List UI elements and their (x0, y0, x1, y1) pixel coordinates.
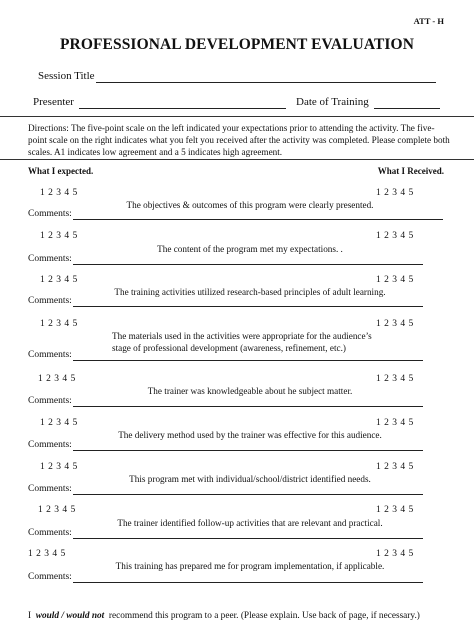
item-statement: The training activities utilized research-based principles of adult learning. (114, 287, 386, 297)
directions-divider (0, 159, 474, 160)
would-would-not-choice[interactable]: would / would not (35, 611, 105, 621)
expected-scale[interactable]: 1 2 3 4 5 (28, 549, 66, 559)
item-statement: The objectives & outcomes of this program were clearly presented. (126, 200, 374, 210)
comments-field[interactable] (73, 264, 423, 265)
comments-label: Comments: (28, 572, 72, 582)
item-statement: The delivery method used by the trainer was effective for this audience. (118, 430, 382, 440)
received-scale[interactable]: 1 2 3 4 5 (376, 319, 414, 329)
comments-label: Comments: (28, 209, 72, 219)
item-statement: This program met with individual/school/district identified needs. (129, 474, 371, 484)
expected-scale[interactable]: 1 2 3 4 5 (40, 418, 78, 428)
expected-column-heading: What I expected. (28, 166, 94, 176)
session-title-field[interactable] (96, 82, 436, 83)
comments-field[interactable] (73, 360, 423, 361)
item-statement: The trainer was knowledgeable about he subject matter. (147, 386, 353, 396)
received-scale[interactable]: 1 2 3 4 5 (376, 549, 414, 559)
comments-field[interactable] (73, 538, 423, 539)
item-statement: This training has prepared me for program implementation, if applicable. (115, 561, 385, 571)
top-divider (0, 116, 474, 117)
received-column-heading: What I Received. (377, 166, 444, 176)
received-scale[interactable]: 1 2 3 4 5 (376, 505, 414, 515)
recommendation-statement (28, 611, 420, 621)
received-scale[interactable]: 1 2 3 4 5 (376, 275, 414, 285)
comments-label: Comments: (28, 440, 72, 450)
expected-scale[interactable]: 1 2 3 4 5 (40, 462, 78, 472)
comments-field[interactable] (73, 582, 423, 583)
comments-label: Comments: (28, 484, 72, 494)
received-scale[interactable]: 1 2 3 4 5 (376, 462, 414, 472)
presenter-label: Presenter (33, 96, 74, 108)
expected-scale[interactable]: 1 2 3 4 5 (38, 505, 76, 515)
received-scale[interactable]: 1 2 3 4 5 (376, 418, 414, 428)
expected-scale[interactable]: 1 2 3 4 5 (40, 231, 78, 241)
expected-scale[interactable]: 1 2 3 4 5 (40, 188, 78, 198)
page-title: PROFESSIONAL DEVELOPMENT EVALUATION (59, 36, 415, 53)
comments-field[interactable] (73, 306, 423, 307)
date-of-training-field[interactable] (374, 108, 440, 109)
received-scale[interactable]: 1 2 3 4 5 (376, 188, 414, 198)
comments-field[interactable] (73, 406, 423, 407)
expected-scale[interactable]: 1 2 3 4 5 (40, 275, 78, 285)
form-code: ATT - H (413, 16, 444, 26)
received-scale[interactable]: 1 2 3 4 5 (376, 231, 414, 241)
received-scale[interactable]: 1 2 3 4 5 (376, 374, 414, 384)
date-of-training-label: Date of Training (296, 96, 369, 108)
comments-label: Comments: (28, 350, 72, 360)
comments-label: Comments: (28, 254, 72, 264)
comments-label: Comments: (28, 396, 72, 406)
expected-scale[interactable]: 1 2 3 4 5 (40, 319, 78, 329)
item-statement: The trainer identified follow-up activities that are relevant and practical. (117, 518, 383, 528)
comments-label: Comments: (28, 528, 72, 538)
item-statement: The materials used in the activities were appropriate for the audience’s stage of professional development (awareness, refinement, etc.) (112, 331, 372, 353)
footer-suffix: recommend this program to a peer. (Please explain. Use back of page, if necessary.) (108, 611, 420, 621)
session-title-label: Session Title (38, 70, 95, 82)
item-statement: The content of the program met my expectations. . (157, 244, 343, 254)
comments-field[interactable] (73, 450, 423, 451)
comments-field[interactable] (73, 494, 423, 495)
comments-field[interactable] (73, 219, 443, 220)
comments-label: Comments: (28, 296, 72, 306)
footer-prefix: I (28, 611, 32, 621)
presenter-field[interactable] (79, 108, 286, 109)
directions-text: Directions: The five-point scale on the left indicated your expectations prior to attending the activity. The five-point scale on the right indicates what you felt you received after the activity was completed. Please complete both scales. A1 indicates low agreement and a 5 indicates high agreement. (28, 123, 450, 158)
expected-scale[interactable]: 1 2 3 4 5 (38, 374, 76, 384)
